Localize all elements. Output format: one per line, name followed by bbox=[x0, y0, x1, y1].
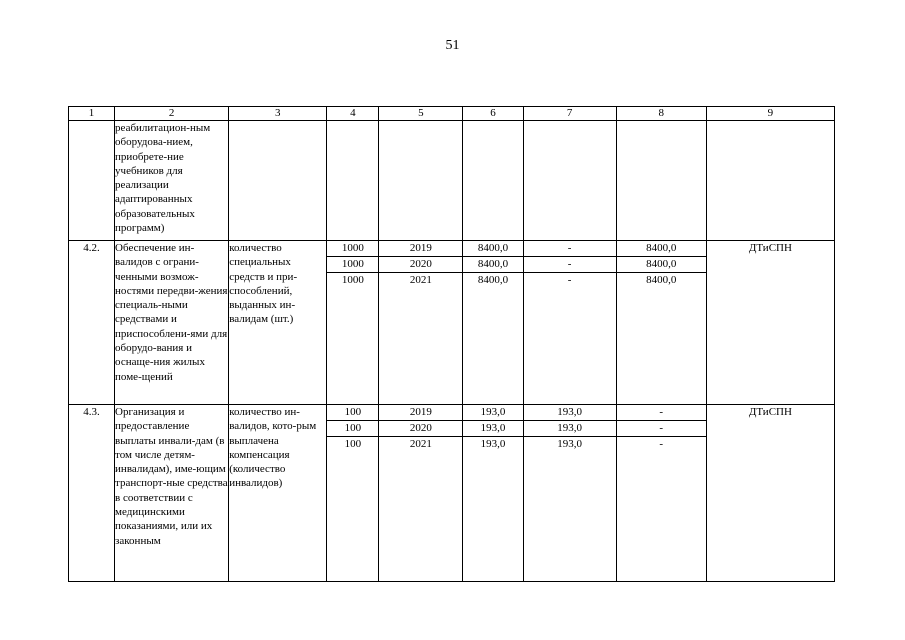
funding-col8: - bbox=[617, 405, 706, 421]
table-row bbox=[69, 405, 835, 582]
agency-cell bbox=[706, 121, 834, 241]
funding-col7: 193,0 bbox=[557, 438, 582, 450]
year-cell bbox=[379, 121, 463, 241]
funding-col8-cell bbox=[616, 405, 706, 582]
funding-col8: - bbox=[659, 438, 664, 450]
funding-total: 8400,0 bbox=[477, 274, 509, 286]
target-value: 100 bbox=[327, 421, 378, 437]
year-cell bbox=[379, 405, 463, 582]
target-value: 1000 bbox=[341, 274, 364, 286]
year-value: 2021 bbox=[409, 438, 432, 450]
funding-col8: 8400,0 bbox=[617, 241, 706, 257]
funding-total-cell bbox=[463, 241, 523, 405]
target-value: 1000 bbox=[327, 257, 378, 273]
funding-col7: 193,0 bbox=[524, 405, 616, 421]
funding-total: 8400,0 bbox=[463, 241, 522, 257]
value-cell bbox=[327, 121, 379, 241]
table-row bbox=[69, 241, 835, 405]
measure-name: Обеспечение ин-валидов с ограни-ченными возмож-ностями передви-жения специаль-ными средствами и приспособлени-ями для оборудо-вания и оснаще-ния жилых поме-щений bbox=[115, 241, 229, 405]
year-value: 2020 bbox=[379, 421, 462, 437]
agency-cell: ДТиСПН bbox=[706, 405, 834, 582]
header-cell: 5 bbox=[379, 107, 463, 121]
funding-col8: 8400,0 bbox=[646, 274, 677, 286]
header-cell: 9 bbox=[706, 107, 834, 121]
target-value: 100 bbox=[327, 405, 378, 421]
funding-col7: - bbox=[524, 241, 616, 257]
agency-cell: ДТиСПН bbox=[706, 241, 834, 405]
funding-cell bbox=[616, 121, 706, 241]
funding-cell bbox=[523, 121, 616, 241]
year-cell bbox=[379, 241, 463, 405]
header-cell: 7 bbox=[523, 107, 616, 121]
funding-total: 193,0 bbox=[463, 405, 522, 421]
row-number bbox=[69, 121, 115, 241]
target-value-cell bbox=[327, 405, 379, 582]
funding-cell bbox=[463, 121, 523, 241]
row-number: 4.3. bbox=[69, 405, 115, 582]
indicator-cell: количество ин-валидов, кото-рым выплачена компенсация (количество инвалидов) bbox=[229, 405, 327, 582]
target-value: 1000 bbox=[327, 241, 378, 257]
page-number: 51 bbox=[445, 38, 460, 53]
program-table bbox=[68, 106, 835, 582]
target-value-cell bbox=[327, 241, 379, 405]
funding-col8: - bbox=[617, 421, 706, 437]
year-value: 2020 bbox=[379, 257, 462, 273]
header-row bbox=[69, 107, 835, 121]
header-cell: 1 bbox=[69, 107, 115, 121]
funding-col8: 8400,0 bbox=[617, 257, 706, 273]
funding-col7-cell bbox=[523, 405, 616, 582]
funding-total-cell bbox=[463, 405, 523, 582]
funding-total: 193,0 bbox=[480, 438, 506, 450]
target-value: 100 bbox=[344, 438, 362, 450]
row-number: 4.2. bbox=[69, 241, 115, 405]
funding-total: 8400,0 bbox=[463, 257, 522, 273]
measure-name: реабилитацион-ным оборудова-нием, приобрете-ние учебников для реализации адаптированных образовательных программ) bbox=[115, 121, 229, 241]
funding-col7-cell bbox=[523, 241, 616, 405]
header-cell: 6 bbox=[463, 107, 523, 121]
indicator-cell bbox=[229, 121, 327, 241]
funding-col7: - bbox=[524, 257, 616, 273]
header-cell: 2 bbox=[115, 107, 229, 121]
indicator-cell: количество специальных средств и при-способлений, выданных ин-валидам (шт.) bbox=[229, 241, 327, 405]
table-row bbox=[69, 121, 835, 241]
funding-col7: - bbox=[567, 274, 572, 286]
funding-total: 193,0 bbox=[463, 421, 522, 437]
measure-name: Организация и предоставление выплаты инвали-дам (в том числе детям-инвалидам), име-ющим транспорт-ные средства в соответствии с медицинскими показаниями, или их законным bbox=[115, 405, 229, 582]
year-value: 2021 bbox=[409, 274, 432, 286]
header-cell: 8 bbox=[616, 107, 706, 121]
year-value: 2019 bbox=[379, 241, 462, 257]
funding-col7: 193,0 bbox=[524, 421, 616, 437]
header-cell: 4 bbox=[327, 107, 379, 121]
header-cell: 3 bbox=[229, 107, 327, 121]
year-value: 2019 bbox=[379, 405, 462, 421]
funding-col8-cell bbox=[616, 241, 706, 405]
